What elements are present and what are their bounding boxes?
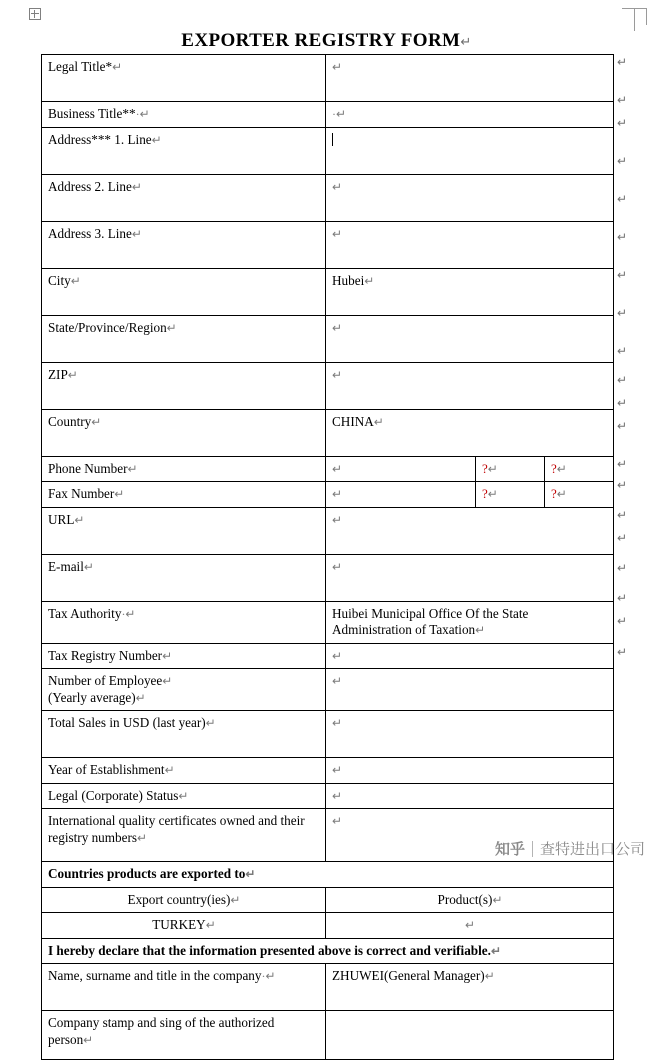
paragraph-mark: ↵ — [617, 55, 628, 69]
row-value-total-sales[interactable] — [326, 711, 614, 758]
paragraph-mark: ↵ — [492, 892, 503, 907]
paragraph-mark: ↵ — [83, 1032, 94, 1047]
paragraph-mark: ↵ — [332, 559, 343, 574]
table-row — [42, 711, 614, 758]
row-value-zip[interactable] — [326, 362, 614, 409]
row-label-address-2: Address 2. Line↵ — [42, 174, 326, 221]
paragraph-mark: ↵ — [464, 918, 476, 932]
row-value-url[interactable] — [326, 507, 614, 554]
row-value-company-stamp[interactable] — [326, 1011, 614, 1060]
table-row — [42, 1011, 614, 1060]
paragraph-mark: ↵ — [617, 93, 628, 107]
row-label-legal-status: Legal (Corporate) Status↵ — [42, 783, 326, 809]
paragraph-mark: ·↵ — [121, 606, 136, 621]
table-row-section-heading — [42, 862, 614, 888]
row-value-city[interactable]: Hubei↵ — [326, 268, 614, 315]
paragraph-mark: ↵ — [205, 918, 216, 932]
watermark-text: 查特进出口公司 — [539, 841, 645, 858]
row-label-fax: Fax Number↵ — [42, 482, 326, 508]
row-label-quality-certificates: International quality certificates owned and their registry numbers↵ — [42, 809, 326, 862]
paragraph-mark: ↵ — [617, 230, 628, 244]
table-row-export-entry — [42, 913, 614, 939]
row-label-address-3: Address 3. Line↵ — [42, 221, 326, 268]
row-label-legal-title: Legal Title*↵ — [42, 55, 326, 102]
row-value-year-establishment[interactable] — [326, 758, 614, 784]
paragraph-mark: ↵ — [556, 487, 567, 501]
paragraph-mark: ↵ — [617, 591, 628, 605]
paragraph-mark: ↵ — [617, 614, 628, 628]
paragraph-mark: ↵ — [332, 487, 343, 501]
paragraph-mark: ↵ — [332, 674, 343, 688]
export-entry-country[interactable]: TURKEY↵ — [42, 913, 326, 939]
export-section-heading: Countries products are exported to↵ — [42, 862, 614, 888]
row-label-name-surname: Name, surname and title in the company·↵ — [42, 964, 326, 1011]
row-value-tax-authority[interactable]: Huibei Municipal Office Of the State Administration of Taxation↵ — [326, 601, 614, 643]
row-fax-q2[interactable]: ?↵ — [545, 482, 614, 508]
paragraph-mark: ↵ — [230, 892, 241, 907]
paragraph-mark: ↵ — [617, 268, 628, 282]
row-phone-q2[interactable]: ?↵ — [545, 456, 614, 482]
text-cursor — [332, 133, 333, 146]
paragraph-mark: ↵ — [475, 623, 486, 637]
paragraph-mark: ↵ — [131, 179, 142, 194]
paragraph-mark: ↵ — [332, 367, 343, 382]
export-col2-header: Product(s)↵ — [326, 887, 614, 913]
row-label-total-sales: Total Sales in USD (last year)↵ — [42, 711, 326, 758]
row-value-country[interactable]: CHINA↵ — [326, 409, 614, 456]
paragraph-mark: ↵ — [484, 969, 495, 983]
table-row — [42, 102, 614, 128]
paragraph-mark: ↵ — [135, 690, 146, 705]
table-row — [42, 669, 614, 711]
row-label-line1: Number of Employee — [48, 673, 163, 688]
paragraph-mark: ↵ — [245, 867, 256, 881]
paragraph-mark: ↵ — [162, 674, 173, 688]
row-label-number-of-employee — [42, 669, 326, 711]
paragraph-mark: ↵ — [332, 763, 343, 777]
paragraph-mark: ·↵ — [261, 969, 276, 983]
row-value-legal-title[interactable] — [326, 55, 614, 102]
paragraph-mark: ↵ — [617, 478, 628, 492]
paragraph-mark: ↵ — [556, 461, 567, 476]
row-label-tax-authority: Tax Authority·↵ — [42, 601, 326, 643]
table-row — [42, 221, 614, 268]
paragraph-mark: ↵ — [178, 788, 189, 803]
paragraph-mark: ↵ — [487, 461, 498, 476]
export-entry-product[interactable] — [326, 913, 614, 939]
paragraph-mark: ↵ — [67, 367, 78, 382]
paragraph-mark: ↵ — [127, 461, 138, 476]
crop-mark-top-left — [29, 8, 41, 20]
row-value-legal-status[interactable] — [326, 783, 614, 809]
paragraph-mark: ↵ — [373, 414, 384, 429]
row-value-phone[interactable] — [326, 456, 476, 482]
paragraph-mark: ↵ — [617, 154, 628, 168]
table-row — [42, 964, 614, 1011]
crop-mark-top-right-outer — [634, 8, 647, 25]
paragraph-mark: ↵ — [332, 461, 343, 476]
paragraph-mark: ↵ — [617, 306, 628, 320]
table-row — [42, 456, 614, 482]
row-label-city: City↵ — [42, 268, 326, 315]
table-row — [42, 268, 614, 315]
table-row — [42, 554, 614, 601]
paragraph-mark: ↵ — [332, 512, 343, 527]
table-row — [42, 482, 614, 508]
row-label-tax-registry-number: Tax Registry Number↵ — [42, 643, 326, 669]
paragraph-mark: ↵ — [332, 60, 343, 74]
table-row — [42, 601, 614, 643]
row-label-line2: (Yearly average) — [48, 689, 136, 705]
paragraph-mark: ↵ — [70, 273, 81, 288]
paragraph-mark: ↵ — [166, 320, 177, 335]
exporter-registry-table — [41, 54, 614, 1060]
row-value-address-3[interactable] — [326, 221, 614, 268]
paragraph-mark: ↵ — [91, 414, 102, 429]
table-row — [42, 362, 614, 409]
paragraph-mark: ↵ — [617, 373, 628, 387]
paragraph-mark: ↵ — [332, 716, 343, 730]
paragraph-mark: ↵ — [332, 179, 343, 194]
paragraph-mark: ↵ — [162, 648, 173, 663]
paragraph-mark: ↵ — [617, 531, 628, 545]
row-label-email: E-mail↵ — [42, 554, 326, 601]
row-value-address-1[interactable] — [326, 127, 614, 174]
row-label-business-title: Business Title**·↵ — [42, 102, 326, 128]
declaration-statement: I hereby declare that the information presented above is correct and verifiable.↵ — [42, 938, 614, 964]
paragraph-mark: ↵ — [137, 830, 148, 845]
row-value-number-of-employee[interactable] — [326, 669, 614, 711]
paragraph-mark: ↵ — [617, 192, 628, 206]
paragraph-mark: ↵ — [74, 512, 85, 527]
table-row — [42, 55, 614, 102]
table-body — [42, 55, 614, 1060]
paragraph-mark: ↵ — [617, 344, 628, 358]
row-value-address-2[interactable] — [326, 174, 614, 221]
watermark-divider — [532, 841, 533, 857]
paragraph-mark: ↵ — [332, 648, 343, 663]
row-value-name-surname[interactable]: ZHUWEI(General Manager)↵ — [326, 964, 614, 1011]
row-label-address-1: Address*** 1. Line↵ — [42, 127, 326, 174]
zhihu-logo: 知乎 — [494, 841, 525, 858]
table-row — [42, 758, 614, 784]
page-title-text: EXPORTER REGISTRY FORM — [181, 30, 461, 51]
paragraph-mark: ↵ — [617, 645, 628, 659]
row-value-business-title[interactable] — [326, 102, 614, 128]
paragraph-mark: ↵ — [332, 320, 343, 335]
paragraph-mark: ↵ — [487, 487, 498, 501]
paragraph-mark: ↵ — [164, 763, 175, 777]
row-label-phone: Phone Number↵ — [42, 456, 326, 482]
row-value-fax[interactable] — [326, 482, 476, 508]
paragraph-mark: ·↵ — [135, 107, 150, 121]
paragraph-mark: ↵ — [617, 116, 628, 130]
row-value-state[interactable] — [326, 315, 614, 362]
row-label-state: State/Province/Region↵ — [42, 315, 326, 362]
paragraph-mark: ↵ — [364, 273, 375, 288]
paragraph-mark: ↵ — [332, 788, 343, 803]
row-value-email[interactable] — [326, 554, 614, 601]
row-fax-q1[interactable]: ?↵ — [476, 482, 545, 508]
paragraph-mark: ↵ — [617, 457, 628, 471]
paragraph-mark: ↵ — [114, 487, 125, 501]
table-row — [42, 174, 614, 221]
table-row — [42, 409, 614, 456]
table-row — [42, 315, 614, 362]
paragraph-mark: ↵ — [112, 60, 123, 74]
paragraph-mark: ↵ — [151, 132, 162, 147]
paragraph-mark: ↵ — [617, 419, 628, 433]
page-title — [0, 30, 653, 52]
row-label-country: Country↵ — [42, 409, 326, 456]
row-label-company-stamp: Company stamp and sing of the authorized person↵ — [42, 1011, 326, 1060]
export-col1-header: Export country(ies)↵ — [42, 887, 326, 913]
row-value-tax-registry-number[interactable] — [326, 643, 614, 669]
row-phone-q1[interactable]: ?↵ — [476, 456, 545, 482]
paragraph-mark: ↵ — [617, 396, 628, 410]
paragraph-mark: ↵ — [131, 226, 142, 241]
row-label-url: URL↵ — [42, 507, 326, 554]
table-row — [42, 127, 614, 174]
paragraph-mark: ↵ — [332, 226, 343, 241]
row-label-year-establishment: Year of Establishment↵ — [42, 758, 326, 784]
table-row-export-header — [42, 887, 614, 913]
paragraph-mark: ↵ — [617, 508, 628, 522]
paragraph-mark: ↵ — [205, 716, 216, 730]
paragraph-mark: ·↵ — [332, 107, 347, 121]
table-row — [42, 783, 614, 809]
table-row — [42, 643, 614, 669]
row-label-zip: ZIP↵ — [42, 362, 326, 409]
paragraph-mark: ↵ — [490, 943, 502, 958]
watermark — [495, 838, 645, 859]
paragraph-mark: ↵ — [460, 34, 472, 49]
paragraph-mark: ↵ — [83, 559, 94, 574]
table-row — [42, 507, 614, 554]
paragraph-mark: ↵ — [332, 814, 343, 828]
table-row-declaration — [42, 938, 614, 964]
paragraph-mark: ↵ — [617, 561, 628, 575]
